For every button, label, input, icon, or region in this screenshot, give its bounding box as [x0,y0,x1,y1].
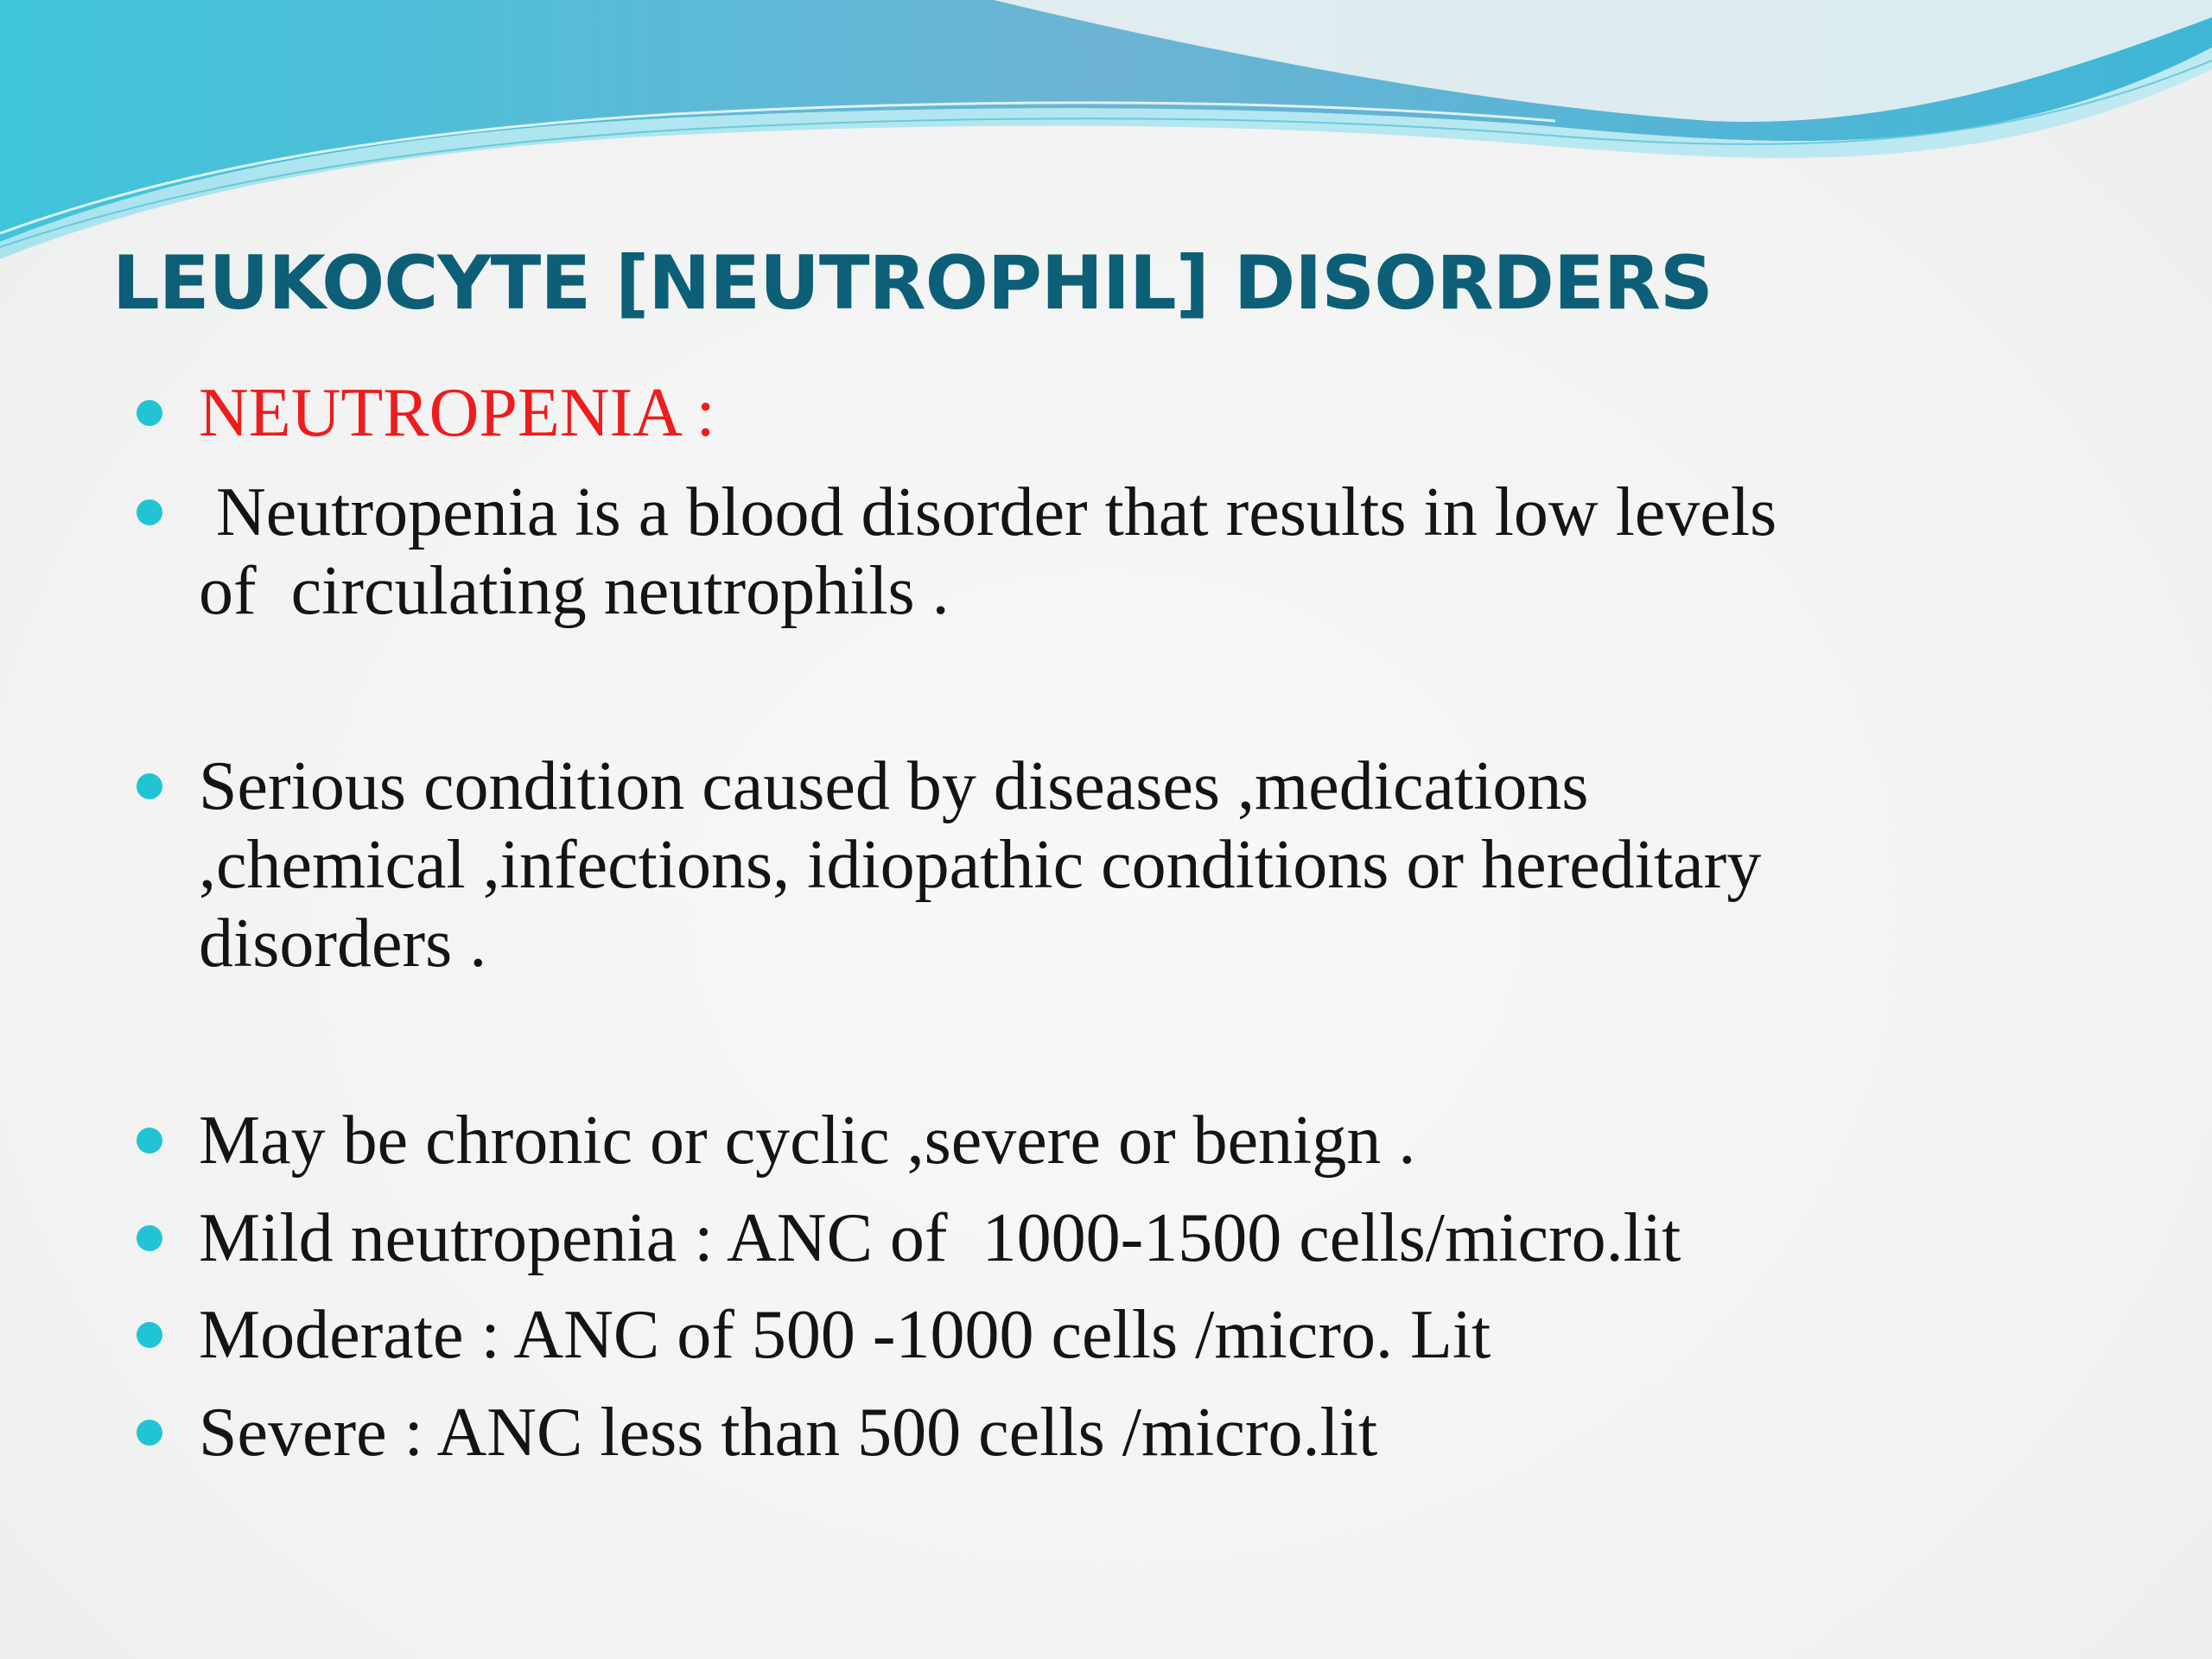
bullet-line: Mild neutropenia : ANC of 1000-1500 cells/micro.lit [199,1200,1681,1276]
bullet-item-neutropenia-heading [199,374,2056,453]
bullet-dot-icon [137,773,162,799]
bullet-line: ,chemical ,infections, idiopathic conditions or hereditary [199,827,1762,903]
bullet-item-mild [199,1199,2056,1278]
bullet-item-moderate [199,1296,2056,1375]
bullet-item-definition [199,474,2056,631]
bullet-line: disorders . [199,906,487,982]
bullet-line: of circulating neutrophils . [199,553,950,629]
bullet-line: Serious condition caused by diseases ,medications [199,748,1589,824]
bullet-line: Moderate : ANC of 500 -1000 cells /micro. Lit [199,1297,1491,1373]
bullet-line: May be chronic or cyclic ,severe or benign . [199,1103,1416,1179]
bullet-dot-icon [137,1128,162,1154]
bullet-item-types [199,1102,2056,1180]
bullet-dot-icon [137,1225,162,1251]
bullet-dot-icon [137,400,162,426]
bullet-line: Neutropenia is a blood disorder that results in low levels [199,474,1777,550]
bullet-dot-icon [137,499,162,525]
header-wave-decoration [0,0,2212,259]
slide-title: LEUKOCYTE [NEUTROPHIL] DISORDERS [112,240,1713,327]
bullet-item-causes [199,747,2056,983]
bullet-dot-icon [137,1322,162,1348]
bullet-item-severe [199,1394,2056,1472]
bullet-line: Severe : ANC less than 500 cells /micro.lit [199,1395,1378,1471]
bullet-line: NEUTROPENIA : [199,375,715,451]
bullet-dot-icon [137,1420,162,1446]
